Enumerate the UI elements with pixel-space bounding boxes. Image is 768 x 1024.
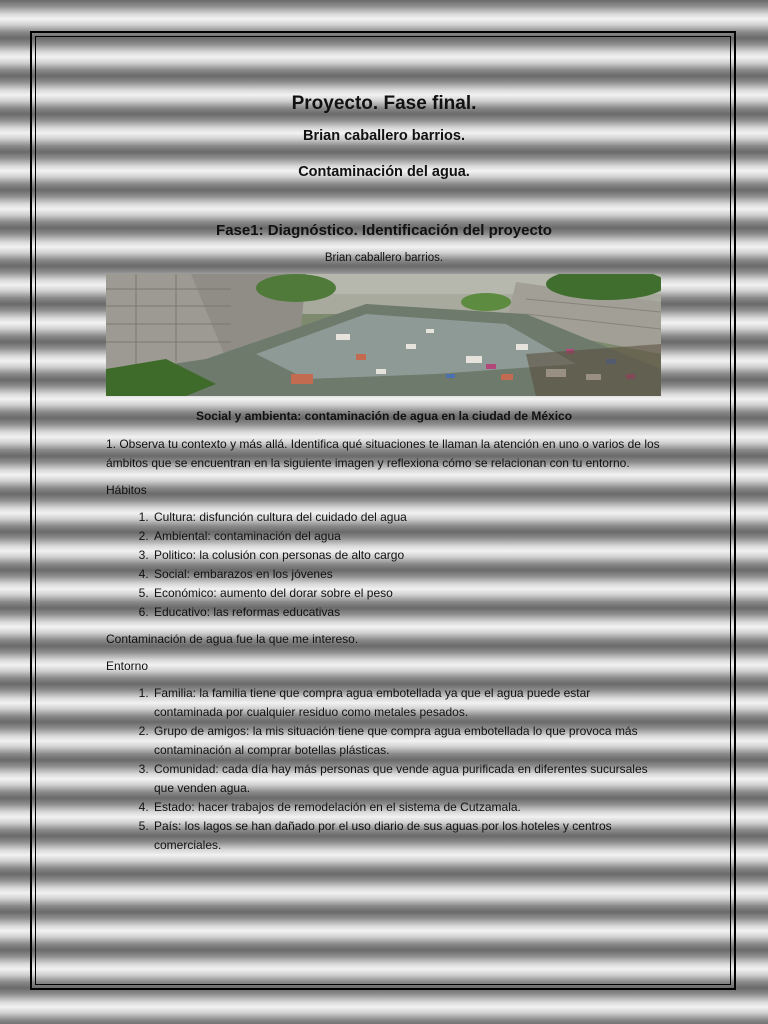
list-item: 5. Económico: aumento del dorar sobre el peso <box>152 584 662 603</box>
choice-text: Contaminación de agua fue la que me intereso. <box>106 632 359 646</box>
list-item: 1. Familia: la familia tiene que compra agua embotellada ya que el agua puede estar contaminada por cualquier residuo como metales pesados. <box>152 684 662 722</box>
question-text: 1. Observa tu contexto y más allá. Identifica qué situaciones te llaman la atención en uno o varios de los ámbitos que se encuentran en la siguiente imagen y reflexiona cómo se relacionan con tu entorno. <box>106 437 660 470</box>
habitos-list <box>106 508 662 622</box>
list-item: 2. Grupo de amigos: la mis situación tiene que compra agua embotellada lo que provoca más contaminación al comprar botellas plásticas. <box>152 722 662 760</box>
habitos-heading: Hábitos <box>106 483 147 497</box>
phase-heading: Fase1: Diagnóstico. Identificación del proyecto <box>216 222 552 239</box>
entorno-list <box>106 684 662 855</box>
author-name: Brian caballero barrios. <box>303 128 465 144</box>
list-item: 4. Estado: hacer trabajos de remodelación en el sistema de Cutzamala. <box>152 798 662 817</box>
document-body <box>106 92 662 863</box>
list-item: 2. Ambiental: contaminación del agua <box>152 527 662 546</box>
list-item: 3. Politico: la colusión con personas de alto cargo <box>152 546 662 565</box>
document-title: Proyecto. Fase final. <box>291 93 477 114</box>
list-item: 6. Educativo: las reformas educativas <box>152 603 662 622</box>
polluted-river-photo <box>106 274 661 396</box>
entorno-heading: Entorno <box>106 659 149 673</box>
list-item: 1. Cultura: disfunción cultura del cuidado del agua <box>152 508 662 527</box>
topic-heading: Contaminación del agua. <box>298 164 470 180</box>
phase-author: Brian caballero barrios. <box>324 252 444 264</box>
list-item: 4. Social: embarazos en los jóvenes <box>152 565 662 584</box>
list-item: 3. Comunidad: cada día hay más personas que vende agua purificada en diferentes sucursales que venden agua. <box>152 760 662 798</box>
image-caption: Social y ambienta: contaminación de agua en la ciudad de México <box>195 409 573 423</box>
list-item: 5. País: los lagos se han dañado por el uso diario de sus aguas por los hoteles y centros comerciales. <box>152 817 662 855</box>
